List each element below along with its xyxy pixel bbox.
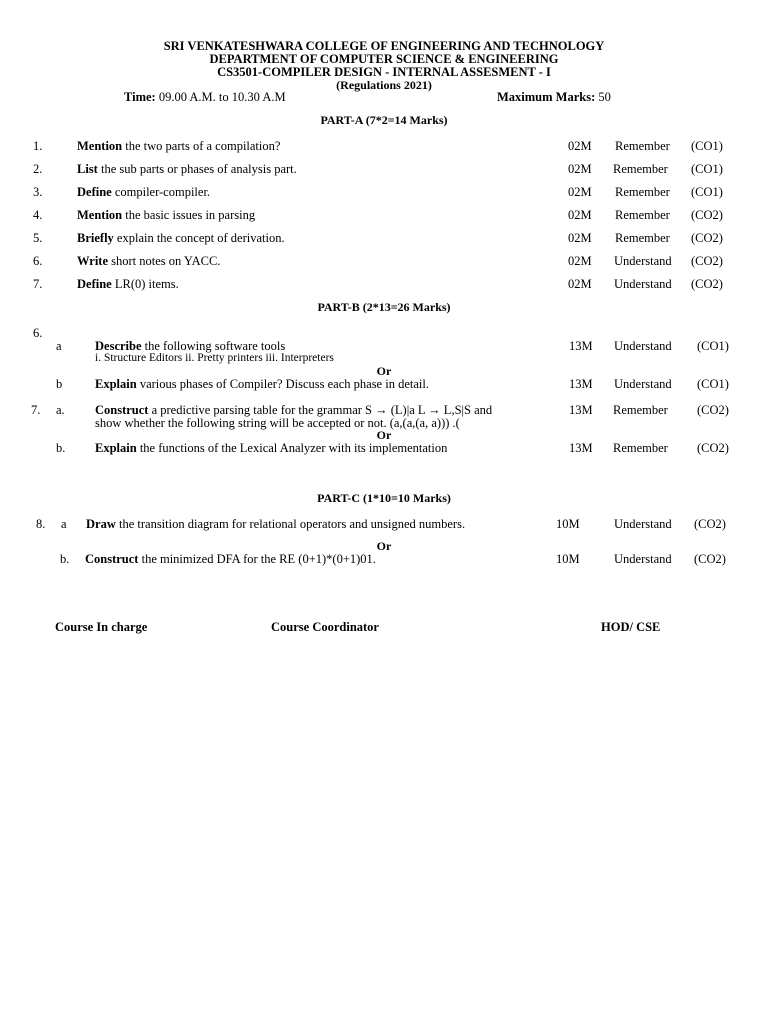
question-co: (CO1)	[691, 162, 723, 176]
question-level: Remember	[613, 403, 668, 417]
question-number: 5.	[33, 231, 43, 245]
sub-question-letter: a.	[56, 403, 65, 417]
question-number: 1.	[33, 139, 43, 153]
question-number: 6.	[33, 326, 43, 340]
question-body: the two parts of a compilation?	[125, 139, 281, 153]
course-coordinator-label: Course Coordinator	[271, 620, 379, 634]
question-body: the basic issues in parsing	[125, 208, 256, 222]
question-co: (CO2)	[697, 403, 729, 417]
question-marks: 02M	[568, 231, 592, 245]
question-co: (CO2)	[694, 552, 726, 566]
sub-question-letter: a	[56, 339, 62, 353]
question-marks: 02M	[568, 139, 592, 153]
marks-label: Maximum Marks:	[497, 90, 596, 104]
exam-time	[124, 90, 286, 105]
question-co: (CO2)	[697, 441, 729, 455]
question-body: the following software tools	[144, 339, 286, 353]
department-name: DEPARTMENT OF COMPUTER SCIENCE & ENGINEERING	[209, 52, 559, 66]
question-text	[77, 162, 297, 177]
time-value: 09.00 A.M. to 10.30 A.M	[158, 90, 286, 104]
question-text	[85, 552, 376, 567]
question-body: LR(0) items.	[114, 277, 179, 291]
question-number: 8.	[36, 517, 46, 531]
question-marks: 02M	[568, 277, 592, 291]
question-body: compiler-compiler.	[114, 185, 211, 199]
question-text	[77, 254, 220, 269]
question-text	[77, 231, 285, 246]
question-co: (CO1)	[691, 139, 723, 153]
question-text	[86, 517, 465, 532]
question-co: (CO2)	[691, 231, 723, 245]
question-level: Understand	[614, 517, 672, 531]
question-verb: Mention	[77, 208, 123, 222]
question-co: (CO1)	[697, 339, 729, 353]
question-marks: 13M	[569, 441, 593, 455]
question-level: Remember	[613, 441, 668, 455]
question-level: Remember	[615, 231, 670, 245]
question-verb: Mention	[77, 139, 123, 153]
question-co: (CO2)	[691, 208, 723, 222]
question-text	[77, 208, 255, 223]
question-verb: Explain	[95, 441, 137, 455]
question-body: the minimized DFA for the RE (0+1)*(0+1)01.	[141, 552, 376, 566]
or-separator: Or	[376, 364, 392, 378]
question-level: Understand	[614, 339, 672, 353]
question-level: Remember	[615, 139, 670, 153]
question-marks: 10M	[556, 517, 580, 531]
or-separator: Or	[376, 539, 392, 553]
question-number: 6.	[33, 254, 43, 268]
question-body: the functions of the Lexical Analyzer with its implementation	[139, 441, 448, 455]
question-marks: 02M	[568, 208, 592, 222]
question-level: Remember	[615, 185, 670, 199]
sub-question-letter: a	[61, 517, 67, 531]
question-level: Understand	[614, 277, 672, 291]
question-body: explain the concept of derivation.	[116, 231, 285, 245]
sub-question-letter: b.	[60, 552, 70, 566]
question-verb: Define	[77, 185, 112, 199]
question-marks: 02M	[568, 185, 592, 199]
question-verb: Explain	[95, 377, 137, 391]
hod-label: HOD/ CSE	[601, 620, 661, 634]
question-number: 4.	[33, 208, 43, 222]
question-verb: Draw	[86, 517, 116, 531]
time-label: Time:	[124, 90, 156, 104]
sub-question-letter: b.	[56, 441, 66, 455]
question-text	[77, 139, 280, 154]
part-c-title: PART-C (1*10=10 Marks)	[317, 491, 451, 505]
question-text-line2: i. Structure Editors ii. Pretty printers iii. Interpreters	[95, 352, 334, 364]
question-level: Remember	[613, 162, 668, 176]
question-level: Understand	[614, 254, 672, 268]
question-verb: Define	[77, 277, 112, 291]
question-verb: Construct	[95, 403, 149, 417]
question-text	[77, 277, 179, 292]
question-verb: Briefly	[77, 231, 114, 245]
question-co: (CO2)	[691, 277, 723, 291]
question-co: (CO1)	[691, 185, 723, 199]
course-title: CS3501-COMPILER DESIGN - INTERNAL ASSESMENT - I	[217, 65, 551, 79]
or-separator: Or	[376, 428, 392, 442]
sub-question-letter: b	[56, 377, 63, 391]
question-body: the sub parts or phases of analysis part.	[100, 162, 297, 176]
question-body: a predictive parsing table for the grammar S → (L)|a L → L,S|S and	[151, 403, 493, 417]
regulations: (Regulations 2021)	[336, 78, 432, 92]
question-number: 7.	[33, 277, 43, 291]
maximum-marks	[497, 90, 611, 105]
question-verb: List	[77, 162, 98, 176]
part-b-title: PART-B (2*13=26 Marks)	[317, 300, 451, 314]
question-level: Understand	[614, 377, 672, 391]
question-marks: 10M	[556, 552, 580, 566]
question-text	[77, 185, 210, 200]
question-text	[95, 441, 447, 456]
question-body: short notes on YACC.	[111, 254, 221, 268]
question-verb: Write	[77, 254, 109, 268]
question-marks: 13M	[569, 377, 593, 391]
college-name: SRI VENKATESHWARA COLLEGE OF ENGINEERING AND TECHNOLOGY	[163, 39, 605, 53]
question-number: 7.	[31, 403, 41, 417]
question-number: 3.	[33, 185, 43, 199]
question-marks: 13M	[569, 403, 593, 417]
question-marks: 02M	[568, 162, 592, 176]
marks-value: 50	[598, 90, 611, 104]
question-verb: Construct	[85, 552, 139, 566]
question-body: the transition diagram for relational operators and unsigned numbers.	[118, 517, 466, 531]
question-co: (CO1)	[697, 377, 729, 391]
question-body: various phases of Compiler? Discuss each phase in detail.	[139, 377, 429, 391]
question-co: (CO2)	[691, 254, 723, 268]
question-verb: Describe	[95, 339, 142, 353]
question-marks: 13M	[569, 339, 593, 353]
question-text	[95, 377, 429, 392]
course-incharge-label: Course In charge	[55, 620, 148, 634]
question-level: Understand	[614, 552, 672, 566]
question-number: 2.	[33, 162, 43, 176]
question-level: Remember	[615, 208, 670, 222]
question-text-line2: show whether the following string will be accepted or not. (a,(a,(a, a))) .(	[95, 416, 460, 430]
question-co: (CO2)	[694, 517, 726, 531]
question-marks: 02M	[568, 254, 592, 268]
part-a-title: PART-A (7*2=14 Marks)	[320, 113, 448, 127]
